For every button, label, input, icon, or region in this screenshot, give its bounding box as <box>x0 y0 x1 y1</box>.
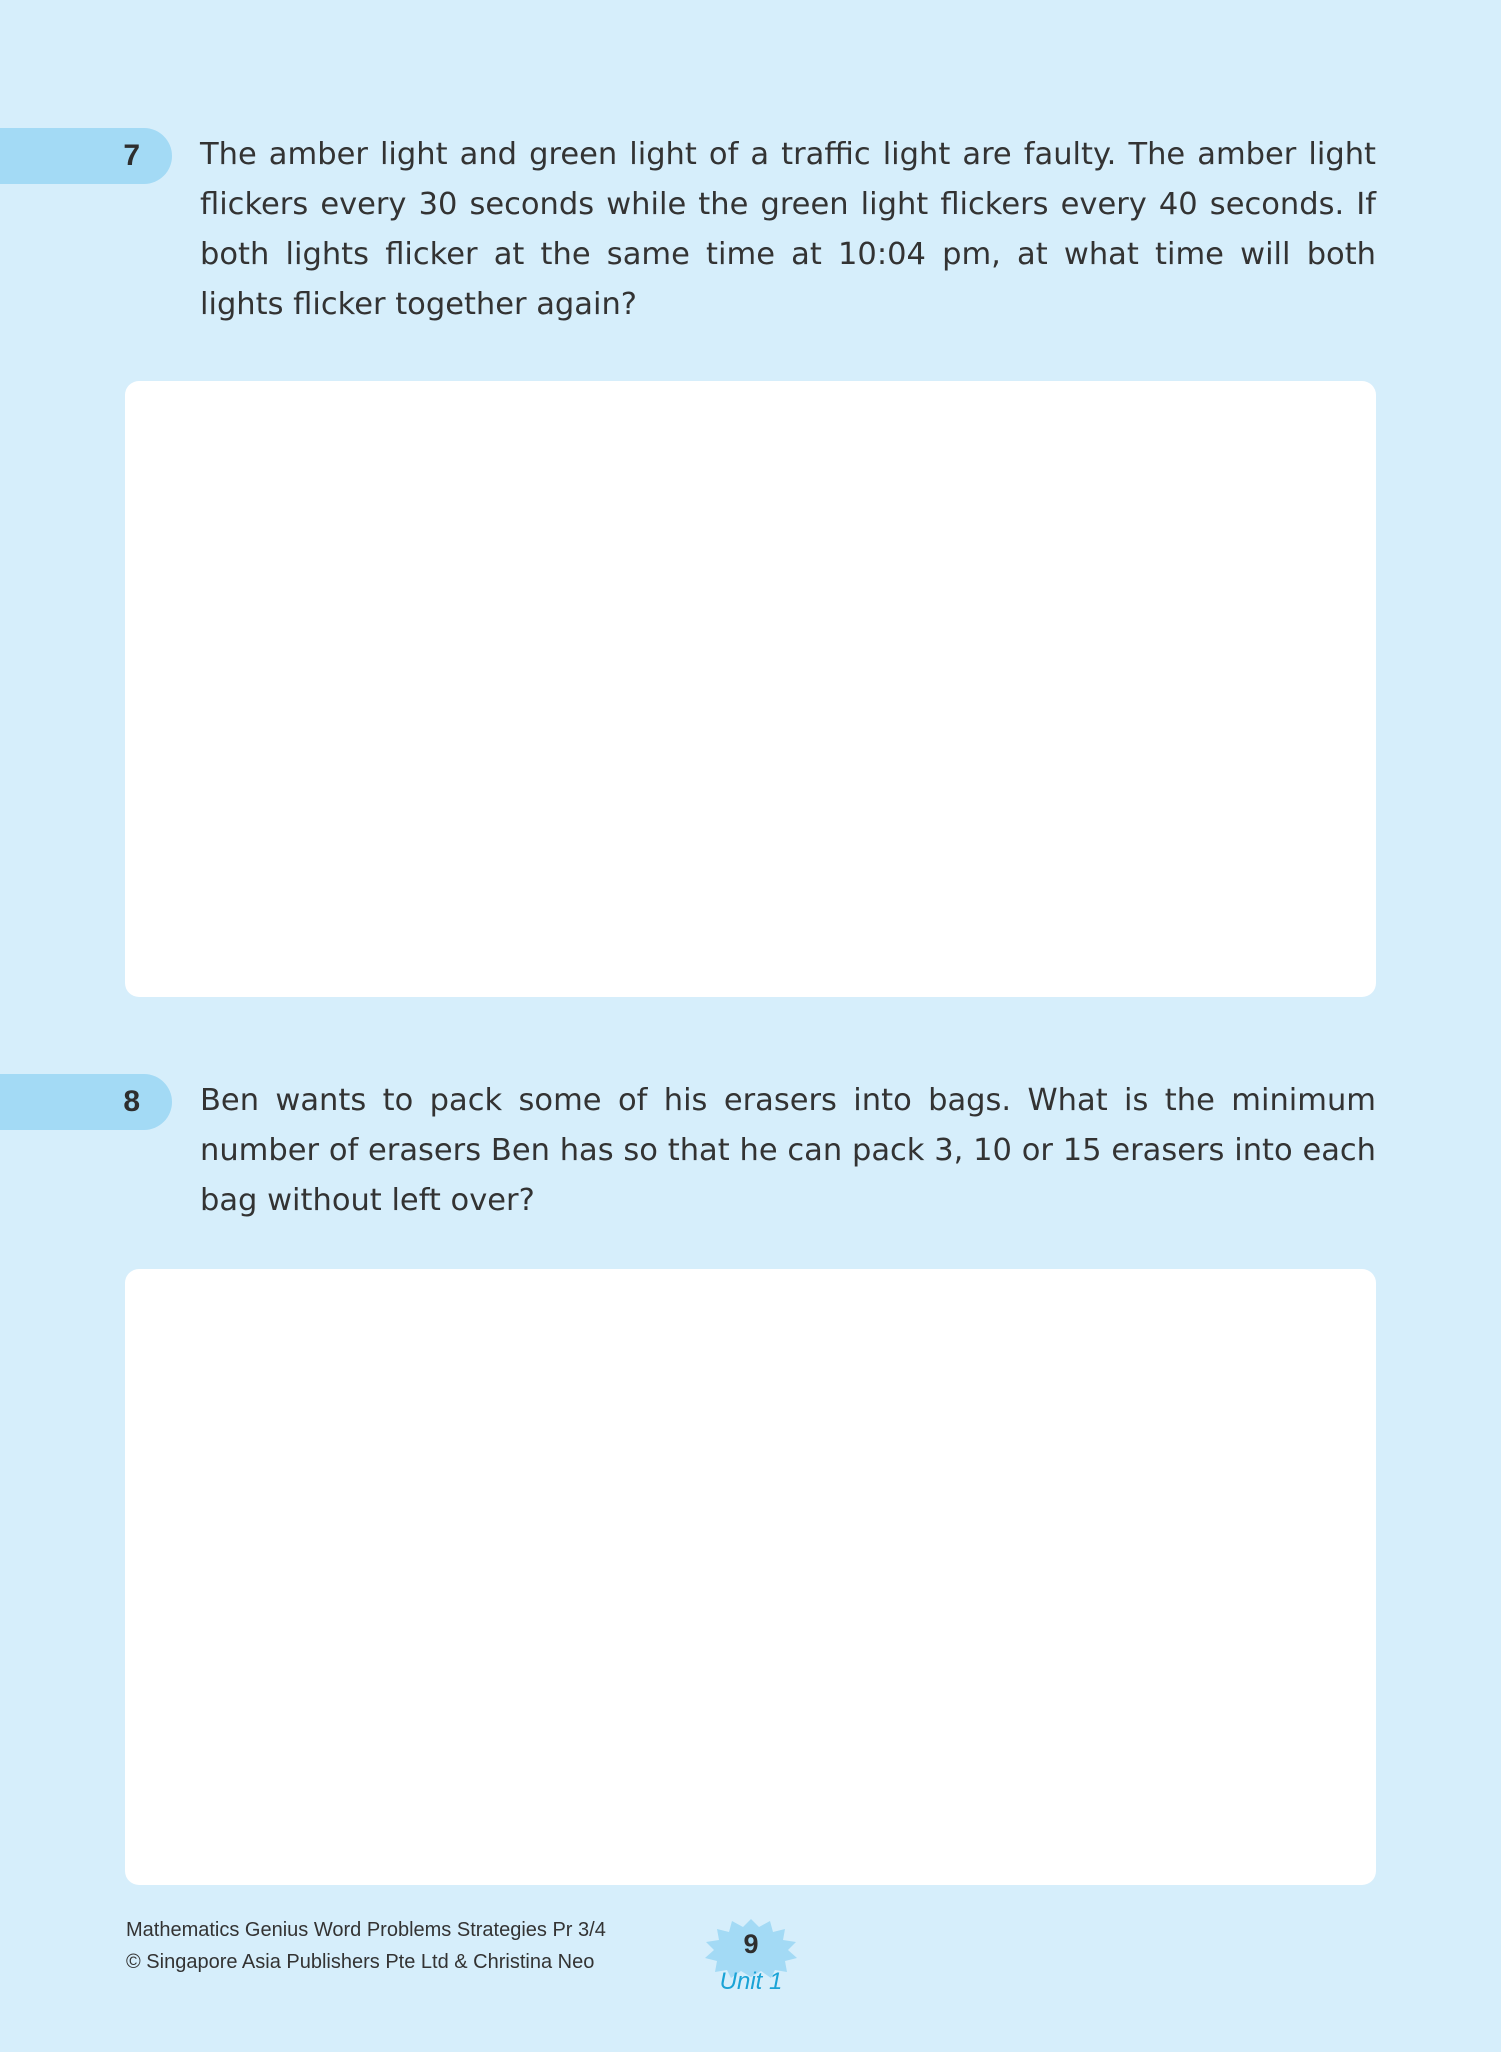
question-8-number-tab <box>0 1074 172 1130</box>
question-8-answer-box[interactable] <box>125 1269 1376 1885</box>
question-7-number: 7 <box>123 139 140 172</box>
question-7-number-tab <box>0 128 172 184</box>
question-7-answer-box[interactable] <box>125 381 1376 997</box>
footer-book-title: Mathematics Genius Word Problems Strategies Pr 3/4 <box>126 1919 606 1941</box>
question-7-text: The amber light and green light of a traffic light are faulty. The amber light flickers every 30 seconds while the green light flickers every 40 seconds. If both lights flicker at the same time at 10:04 pm, at what time will both lights flicker together again? <box>200 137 1376 322</box>
question-8-text: Ben wants to pack some of his erasers into bags. What is the minimum number of erasers Ben has so that he can pack 3, 10 or 15 erasers into each bag without left over? <box>200 1083 1376 1218</box>
question-8-number: 8 <box>123 1085 140 1118</box>
unit-label: Unit 1 <box>719 1968 783 1995</box>
footer-copyright: © Singapore Asia Publishers Pte Ltd & Christina Neo <box>126 1951 595 1973</box>
page-number: 9 <box>743 1929 759 1959</box>
